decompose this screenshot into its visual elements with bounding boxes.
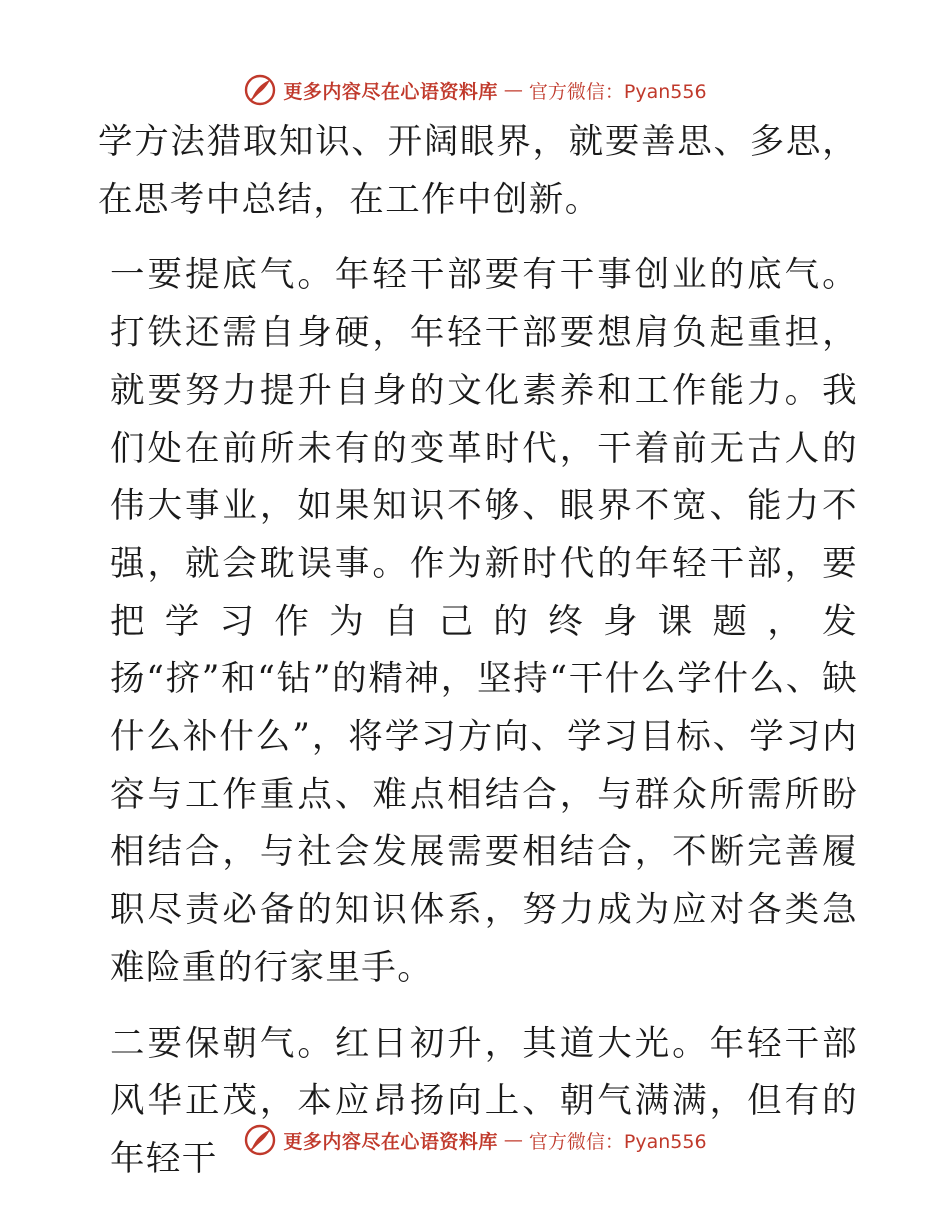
footer-watermark <box>0 1120 950 1160</box>
header-brand-text: 更多内容尽在心语资料库 <box>283 80 498 103</box>
header-watermark <box>0 70 950 110</box>
header-contact-text: 官方微信：Pyan556 <box>528 80 707 103</box>
paragraph-point-two: 二要保朝气。红日初升，其道大光。年轻干部风华正茂，本应昂扬向上、朝气满满，但有的年轻干 <box>110 1023 858 1179</box>
paragraph-point-one: 一要提底气。年轻干部要有干事创业的底气。打铁还需自身硬，年轻干部要想肩负起重担，就要努力提升自身的文化素养和工作能力。我们处在前所未有的变革时代，干着前无古人的伟大事业，如果知识不够、眼界不宽、能力不强，就会耽误事。作为新时代的年轻干部，要把学习作为自己的终身课题，发扬“挤”和“钻”的精神，坚持“干什么学什么、缺什么补什么”，将学习方向、学习目标、学习内容与工作重点、难点相结合，与群众所需所盼相结合，与社会发展需要相结合，不断完善履职尽责必备的知识体系，努力成为应对各类急难险重的行家里手。 <box>110 255 858 988</box>
footer-brand-text: 更多内容尽在心语资料库 <box>283 1130 498 1153</box>
feather-quill-logo-icon <box>243 73 277 107</box>
footer-separator: — <box>503 1129 523 1151</box>
header-separator: — <box>503 79 523 101</box>
feather-quill-logo-icon <box>243 1123 277 1157</box>
footer-contact-text: 官方微信：Pyan556 <box>528 1130 707 1153</box>
paragraph-continuation: 学方法猎取知识、开阔眼界，就要善思、多思，在思考中总结，在工作中创新。 <box>98 122 858 220</box>
document-body <box>98 114 858 1207</box>
